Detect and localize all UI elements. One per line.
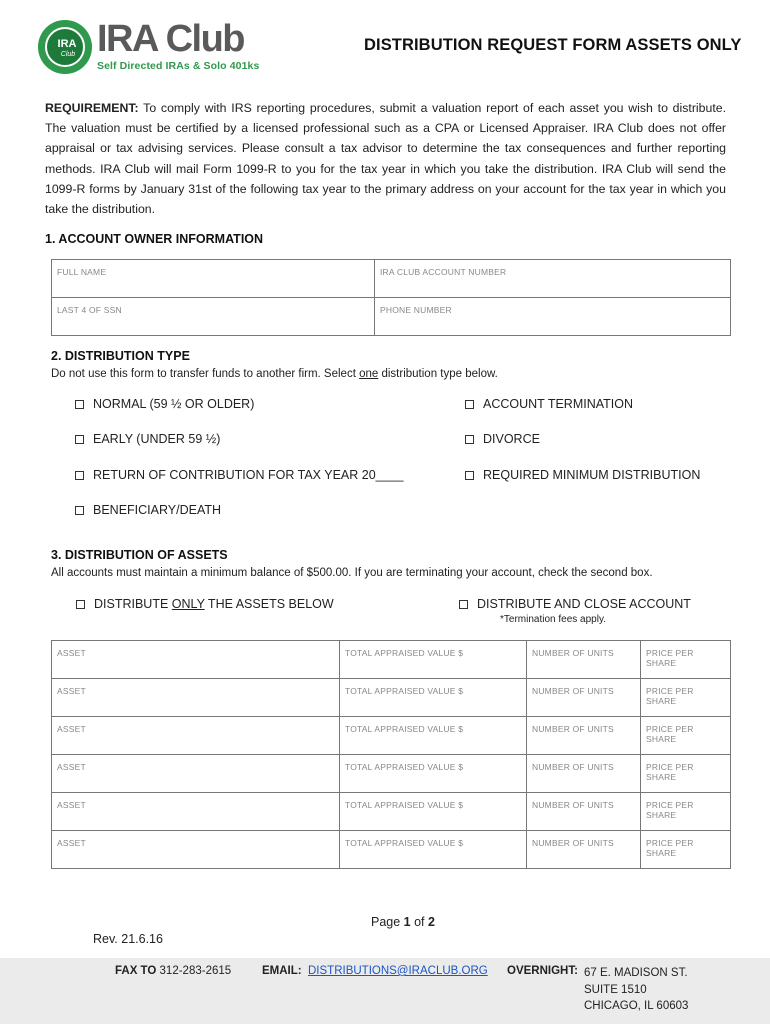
checkbox-icon[interactable] [75, 435, 84, 444]
assets-table-body [52, 641, 731, 869]
revision-label: Rev. 21.6.16 [93, 932, 163, 946]
opt1-post: THE ASSETS BELOW [204, 597, 334, 611]
price-per-share-cell[interactable]: PRICE PER SHARE [641, 831, 731, 869]
opt1-emphasis: ONLY [171, 597, 205, 611]
termination-fee-note: *Termination fees apply. [500, 614, 606, 625]
logo-tagline: Self Directed IRAs & Solo 401ks [97, 60, 260, 72]
price-per-share-cell[interactable]: PRICE PER SHARE [641, 641, 731, 679]
option-rmd-label: REQUIRED MINIMUM DISTRIBUTION [483, 468, 701, 482]
option-divorce-label: DIVORCE [483, 432, 540, 446]
asset-row [52, 755, 731, 793]
account-owner-table [51, 259, 731, 336]
asset-row [52, 679, 731, 717]
assets-table [51, 640, 731, 869]
option-distribute-only-label [94, 597, 334, 611]
option-normal-label: NORMAL (59 ½ OR OLDER) [93, 397, 255, 411]
option-beneficiary-label: BENEFICIARY/DEATH [93, 503, 222, 517]
checkbox-icon[interactable] [465, 435, 474, 444]
option-divorce[interactable] [465, 432, 540, 446]
appraised-value-cell[interactable]: TOTAL APPRAISED VALUE $ [340, 793, 527, 831]
page-of: of [410, 915, 428, 929]
asset-name-cell[interactable]: ASSET [52, 793, 340, 831]
section3-note: All accounts must maintain a minimum balance of $500.00. If you are terminating your account, check the second box. [51, 567, 653, 579]
requirement-text: To comply with IRS reporting procedures, submit a valuation report of each asset you wish to distribute. The valuation must be certified by a licensed professional such as a CPA or Licensed Appraiser. IRA Club does not offer appraisal or tax advising services. Please consult a tax advisor to determine the tax consequences and further reporting methods. IRA Club will mail Form 1099-R to you for the tax year in which you take the distribution. IRA Club will send the 1099-R forms by January 31st of the following tax year to the primary address on your account for the tax year in which you take the distribution. [45, 101, 726, 217]
option-return[interactable] [75, 468, 403, 482]
option-early[interactable] [75, 432, 220, 446]
footer-address [584, 965, 688, 1015]
email-label: EMAIL: [262, 965, 302, 977]
section2-note-emphasis: one [359, 368, 379, 380]
page-number [371, 915, 435, 929]
option-early-label: EARLY (UNDER 59 ½) [93, 432, 221, 446]
units-cell[interactable]: NUMBER OF UNITS [527, 679, 641, 717]
section2-note-post: distribution type below. [378, 368, 498, 380]
price-per-share-cell[interactable]: PRICE PER SHARE [641, 679, 731, 717]
section2-heading: 2. DISTRIBUTION TYPE [51, 349, 190, 363]
asset-name-cell[interactable]: ASSET [52, 717, 340, 755]
checkbox-icon[interactable] [459, 600, 468, 609]
asset-row [52, 831, 731, 869]
footer-email [262, 965, 488, 977]
phone-field[interactable]: PHONE NUMBER [375, 298, 731, 336]
page-current: 1 [403, 915, 411, 929]
full-name-field[interactable]: FULL NAME [52, 260, 375, 298]
appraised-value-cell[interactable]: TOTAL APPRAISED VALUE $ [340, 831, 527, 869]
page-total: 2 [428, 915, 435, 929]
asset-name-cell[interactable]: ASSET [52, 755, 340, 793]
footer-fax [115, 965, 231, 977]
units-cell[interactable]: NUMBER OF UNITS [527, 831, 641, 869]
price-per-share-cell[interactable]: PRICE PER SHARE [641, 717, 731, 755]
address-line-3: CHICAGO, IL 60603 [584, 1000, 689, 1012]
account-number-field[interactable]: IRA CLUB ACCOUNT NUMBER [375, 260, 731, 298]
option-normal[interactable] [75, 397, 254, 411]
email-link[interactable]: DISTRIBUTIONS@IRACLUB.ORG [308, 965, 488, 977]
asset-row [52, 793, 731, 831]
asset-name-cell[interactable]: ASSET [52, 831, 340, 869]
requirement-paragraph [45, 98, 726, 219]
units-cell[interactable]: NUMBER OF UNITS [527, 793, 641, 831]
section2-note [51, 368, 498, 380]
option-beneficiary[interactable] [75, 503, 221, 517]
overnight-label: OVERNIGHT: [507, 965, 578, 977]
checkbox-icon[interactable] [465, 471, 474, 480]
page-label: Page [371, 915, 404, 929]
asset-name-cell[interactable]: ASSET [52, 641, 340, 679]
section2-note-pre: Do not use this form to transfer funds to another firm. Select [51, 368, 360, 380]
option-termination-label: ACCOUNT TERMINATION [483, 397, 634, 411]
checkbox-icon[interactable] [75, 471, 84, 480]
ira-club-logo-icon [38, 20, 92, 74]
units-cell[interactable]: NUMBER OF UNITS [527, 641, 641, 679]
asset-row [52, 717, 731, 755]
checkbox-icon[interactable] [465, 400, 474, 409]
logo-badge-text: IRA [57, 38, 77, 50]
fax-number: 312-283-2615 [159, 965, 232, 977]
option-distribute-close-label: DISTRIBUTE AND CLOSE ACCOUNT [477, 597, 691, 611]
option-distribute-only[interactable] [76, 597, 334, 611]
units-cell[interactable]: NUMBER OF UNITS [527, 717, 641, 755]
opt1-pre: DISTRIBUTE [94, 597, 172, 611]
checkbox-icon[interactable] [76, 600, 85, 609]
asset-row [52, 641, 731, 679]
section3-heading: 3. DISTRIBUTION OF ASSETS [51, 548, 228, 562]
asset-name-cell[interactable]: ASSET [52, 679, 340, 717]
section1-heading: 1. ACCOUNT OWNER INFORMATION [45, 232, 264, 246]
address-line-1: 67 E. MADISON ST. [584, 967, 688, 979]
logo-name: IRA Club [97, 18, 245, 60]
ssn-field[interactable]: LAST 4 OF SSN [52, 298, 375, 336]
option-return-label: RETURN OF CONTRIBUTION FOR TAX YEAR 20____ [93, 468, 404, 482]
option-termination[interactable] [465, 397, 633, 411]
page-title: DISTRIBUTION REQUEST FORM ASSETS ONLY [364, 36, 742, 54]
fax-label: FAX TO [115, 965, 157, 977]
price-per-share-cell[interactable]: PRICE PER SHARE [641, 793, 731, 831]
checkbox-icon[interactable] [75, 506, 84, 515]
units-cell[interactable]: NUMBER OF UNITS [527, 755, 641, 793]
requirement-label: REQUIREMENT: [45, 101, 139, 115]
footer-overnight-label [507, 965, 578, 977]
appraised-value-cell[interactable]: TOTAL APPRAISED VALUE $ [340, 641, 527, 679]
option-distribute-close[interactable] [459, 597, 691, 611]
option-rmd[interactable] [465, 468, 700, 482]
price-per-share-cell[interactable]: PRICE PER SHARE [641, 755, 731, 793]
logo-badge-sub: Club [60, 51, 76, 58]
logo-badge-inner [45, 27, 85, 67]
appraised-value-cell[interactable]: TOTAL APPRAISED VALUE $ [340, 755, 527, 793]
checkbox-icon[interactable] [75, 400, 84, 409]
appraised-value-cell[interactable]: TOTAL APPRAISED VALUE $ [340, 717, 527, 755]
address-line-2: SUITE 1510 [584, 983, 647, 996]
appraised-value-cell[interactable]: TOTAL APPRAISED VALUE $ [340, 679, 527, 717]
